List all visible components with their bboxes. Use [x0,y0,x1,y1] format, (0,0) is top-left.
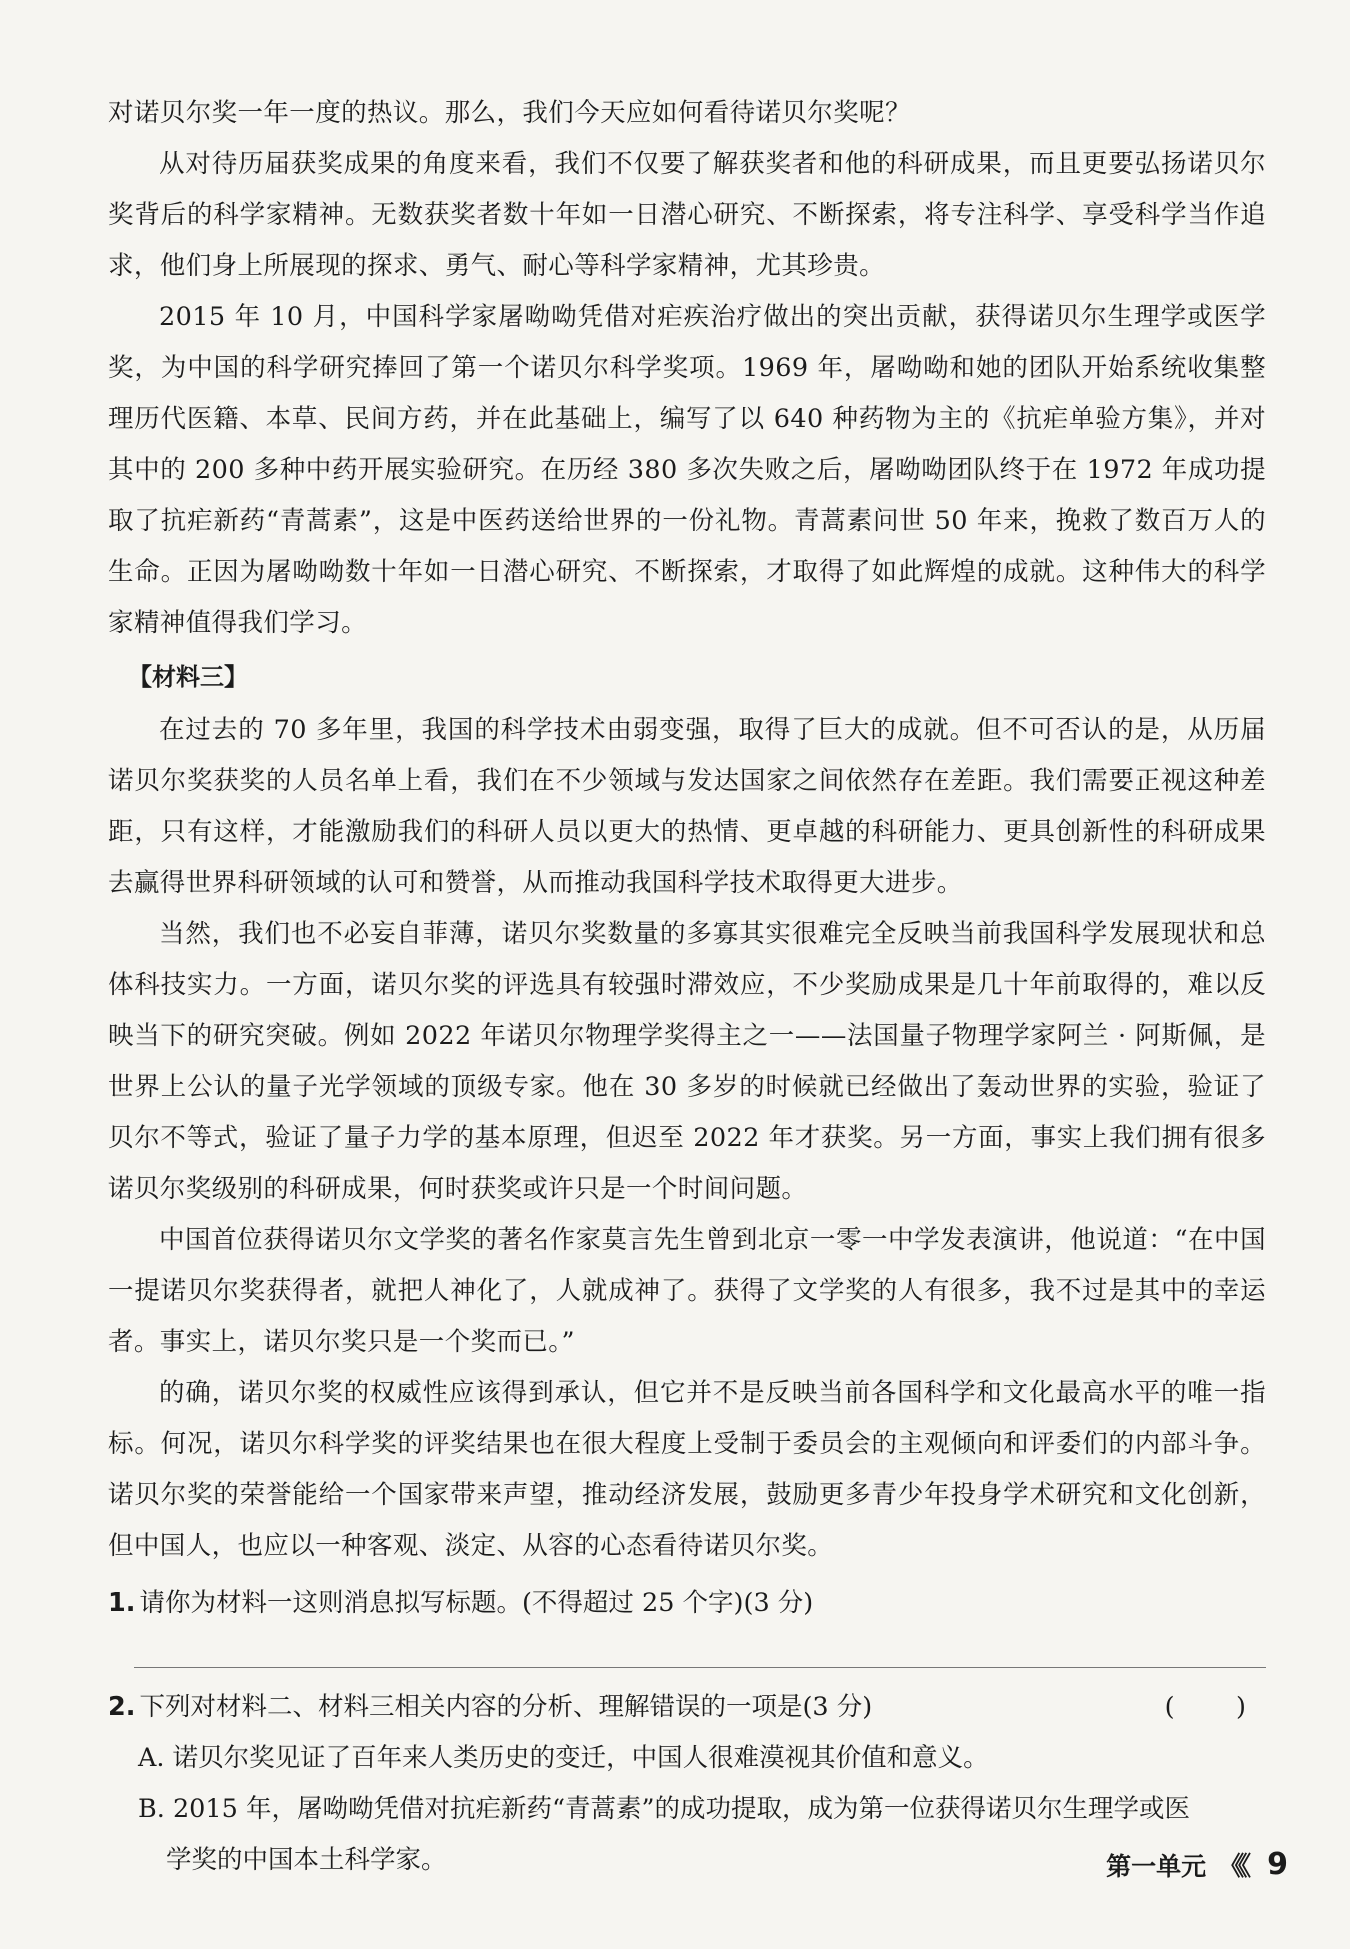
chevron-left-icon: 《《 [1218,1852,1246,1882]
question-2 [108,1682,1266,1733]
question-1-number: 1. [108,1588,136,1618]
page-footer [1106,1846,1288,1883]
question-1 [108,1578,1266,1629]
paragraph-scientist-spirit: 从对待历届获奖成果的角度来看，我们不仅要了解获奖者和他的科研成果，而且更要弘扬诺贝尔奖背后的科学家精神。无数获奖者数十年如一日潜心研究、不断探索，将专注科学、享受科学当作追求，他们身上所展现的探求、勇气、耐心等科学家精神，尤其珍贵。 [108,149,1266,281]
question-2-text: 下列对材料二、材料三相关内容的分析、理解错误的一项是(3 分) [139,1692,873,1722]
paragraph-time-lag: 当然，我们也不必妄自菲薄，诺贝尔奖数量的多寡其实很难完全反映当前我国科学发展现状和总体科技实力。一方面，诺贝尔奖的评选具有较强时滞效应，不少奖励成果是几十年前取得的，难以反映当下的研究突破。例如 2022 年诺贝尔物理学奖得主之一——法国量子物理学家阿兰 · 阿斯佩，是世界上公认的量子光学领域的顶级专家。他在 30 多岁的时候就已经做出了轰动世界的实验，验证了贝尔不等式，验证了量子力学的基本原理，但迟至 2022 年才获奖。另一方面，事实上我们拥有很多诺贝尔奖级别的科研成果，何时获奖或许只是一个时间问题。 [108,919,1266,1204]
option-b-continued: 学奖的中国本土科学家。 [166,1845,447,1875]
paragraph-mo-yan: 中国首位获得诺贝尔文学奖的著名作家莫言先生曾到北京一零一中学发表演讲，他说道：“在中国一提诺贝尔奖获得者，就把人神化了，人就成神了。获得了文学奖的人有很多，我不过是其中的幸运者。事实上，诺贝尔奖只是一个奖而已。” [108,1225,1266,1357]
paragraph-intro-end: 对诺贝尔奖一年一度的热议。那么，我们今天应如何看待诺贝尔奖呢？ [108,98,911,128]
answer-paren[interactable]: ( ) [1164,1692,1264,1722]
question-1-text: 请你为材料一这则消息拟写标题。(不得超过 25 个字)(3 分) [139,1588,814,1618]
unit-label: 第一单元 [1106,1851,1207,1881]
question-2-number: 2. [108,1692,136,1722]
paragraph-conclusion: 的确，诺贝尔奖的权威性应该得到承认，但它并不是反映当前各国科学和文化最高水平的唯一指标。何况，诺贝尔科学奖的评奖结果也在很大程度上受制于委员会的主观倾向和评委们的内部斗争。诺贝尔奖的荣誉能给一个国家带来声望，推动经济发展，鼓励更多青少年投身学术研究和文化创新，但中国人，也应以一种客观、淡定、从容的心态看待诺贝尔奖。 [108,1378,1266,1561]
section-heading-material-3: 【材料三】 [128,663,248,691]
paragraph-gap: 在过去的 70 多年里，我国的科学技术由弱变强，取得了巨大的成就。但不可否认的是，从历届诺贝尔奖获奖的人员名单上看，我们在不少领域与发达国家之间依然存在差距。我们需要正视这种差距，只有这样，才能激励我们的科研人员以更大的热情、更卓越的科研能力、更具创新性的科研成果去赢得世界科研领域的认可和赞誉，从而推动我国科学技术取得更大进步。 [108,715,1266,898]
option-b: B. 2015 年，屠呦呦凭借对抗疟新药“青蒿素”的成功提取，成为第一位获得诺贝尔生理学或医 [138,1794,1191,1824]
option-a: A. 诺贝尔奖见证了百年来人类历史的变迁，中国人很难漠视其价值和意义。 [138,1743,989,1773]
answer-line[interactable] [134,1667,1266,1668]
page-number: 9 [1267,1847,1288,1882]
paragraph-tu-youyou: 2015 年 10 月，中国科学家屠呦呦凭借对疟疾治疗做出的突出贡献，获得诺贝尔生理学或医学奖，为中国的科学研究捧回了第一个诺贝尔科学奖项。1969 年，屠呦呦和她的团队开始系统收集整理历代医籍、本草、民间方药，并在此基础上，编写了以 640 种药物为主的《抗疟单验方集》，并对其中的 200 多种中药开展实验研究。在历经 380 多次失败之后，屠呦呦团队终于在 1972 年成功提取了抗疟新药“青蒿素”，这是中医药送给世界的一份礼物。青蒿素问世 50 年来，挽救了数百万人的生命。正因为屠呦呦数十年如一日潜心研究、不断探索，才取得了如此辉煌的成就。这种伟大的科学家精神值得我们学习。 [108,302,1266,638]
